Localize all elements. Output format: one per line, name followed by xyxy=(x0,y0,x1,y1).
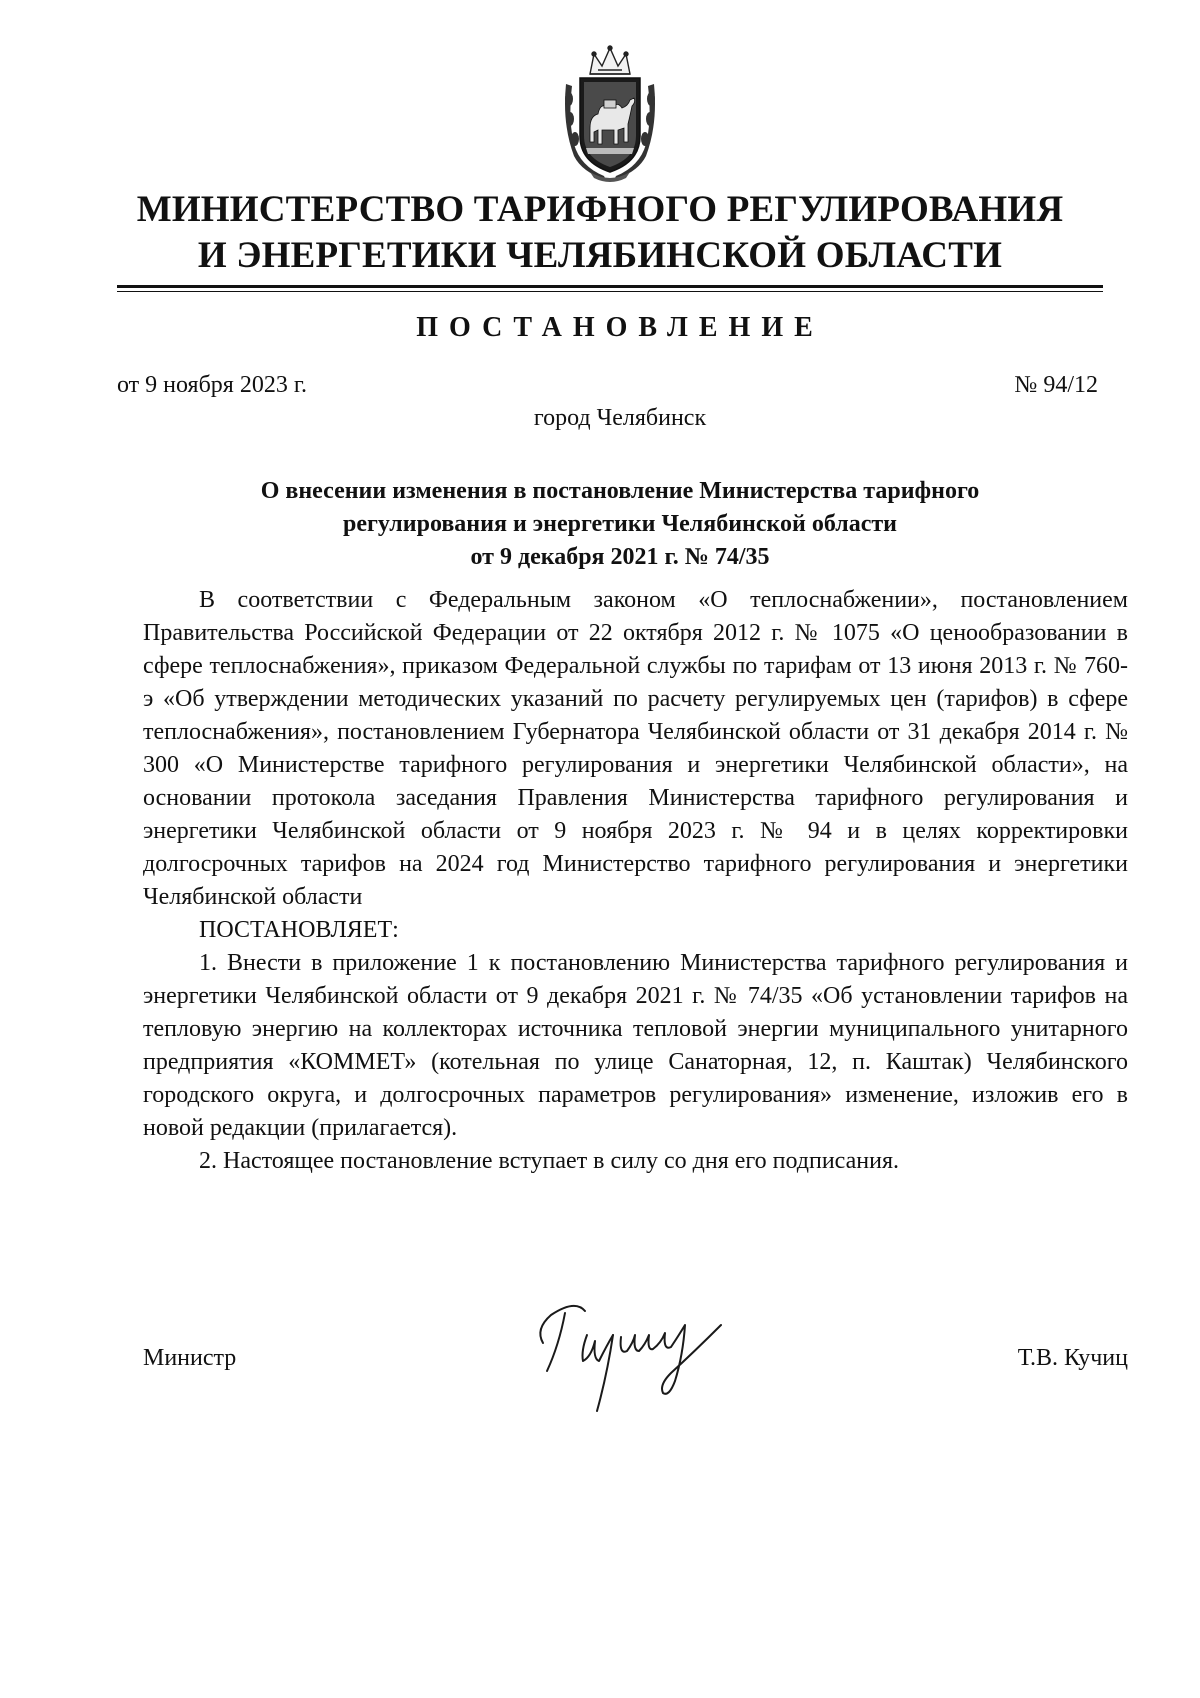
preamble-paragraph: В соответствии с Федеральным законом «О теплоснабжении», постановлением Правительства Российской Федерации от 22 октября 2012 г. № 1075 «О ценообразовании в сфере теплоснабжения», приказом Федеральной службы по тарифам от 13 июня 2013 г. № 760-э «Об утверждении методических указаний по расчету регулируемых цен (тарифов) в сфере теплоснабжения», постановлением Губернатора Челябинской области от 31 декабря 2014 г. № 300 «О Министерстве тарифного регулирования и энергетики Челябинской области», на основании протокола заседания Правления Министерства тарифного регулирования и энергетики Челябинской области от 9 ноября 2023 г. № 94 и в целях корректировки долгосрочных тарифов на 2024 год Министерство тарифного регулирования и энергетики Челябинской области xyxy=(143,587,1128,910)
header-divider-thin xyxy=(117,291,1103,292)
document-number: № 94/12 xyxy=(1014,372,1098,398)
ministry-title-line2: И ЭНЕРГЕТИКИ ЧЕЛЯБИНСКОЙ ОБЛАСТИ xyxy=(197,235,1003,276)
ministry-title-line1: МИНИСТЕРСТВО ТАРИФНОГО РЕГУЛИРОВАНИЯ xyxy=(136,189,1064,230)
subject-line1: О внесении изменения в постановление Министерства тарифного xyxy=(260,478,980,504)
handwritten-signature-icon xyxy=(525,1285,805,1415)
ministry-title xyxy=(100,187,1100,279)
subject-line3: от 9 декабря 2021 г. № 74/35 xyxy=(470,544,770,570)
coat-of-arms-icon xyxy=(560,44,660,186)
item-1-paragraph: 1. Внести в приложение 1 к постановлению Министерства тарифного регулирования и энергетики Челябинской области от 9 декабря 2021 г. № 74/35 «Об установлении тарифов на тепловую энергию на коллекторах источника тепловой энергии муниципального унитарного предприятия «КОММЕТ» (котельная по улице Санаторная, 12, п. Каштак) Челябинского городского округа, и долгосрочных параметров регулирования» изменение, изложив его в новой редакции (прилагается). xyxy=(143,950,1128,1141)
document-subject xyxy=(100,475,1140,574)
document-date: от 9 ноября 2023 г. xyxy=(117,372,307,398)
signatory-title: Министр xyxy=(143,1345,237,1371)
document-type: ПОСТАНОВЛЕНИЕ xyxy=(416,312,824,343)
document-body xyxy=(143,584,1128,1178)
header-divider xyxy=(117,285,1103,288)
subject-line2: регулирования и энергетики Челябинской области xyxy=(343,511,897,537)
document-city: город Челябинск xyxy=(533,405,707,431)
item-2-paragraph: 2. Настоящее постановление вступает в силу со дня его подписания. xyxy=(199,1148,900,1174)
signatory-name: Т.В. Кучиц xyxy=(1017,1345,1128,1371)
resolves-paragraph: ПОСТАНОВЛЯЕТ: xyxy=(199,917,399,943)
